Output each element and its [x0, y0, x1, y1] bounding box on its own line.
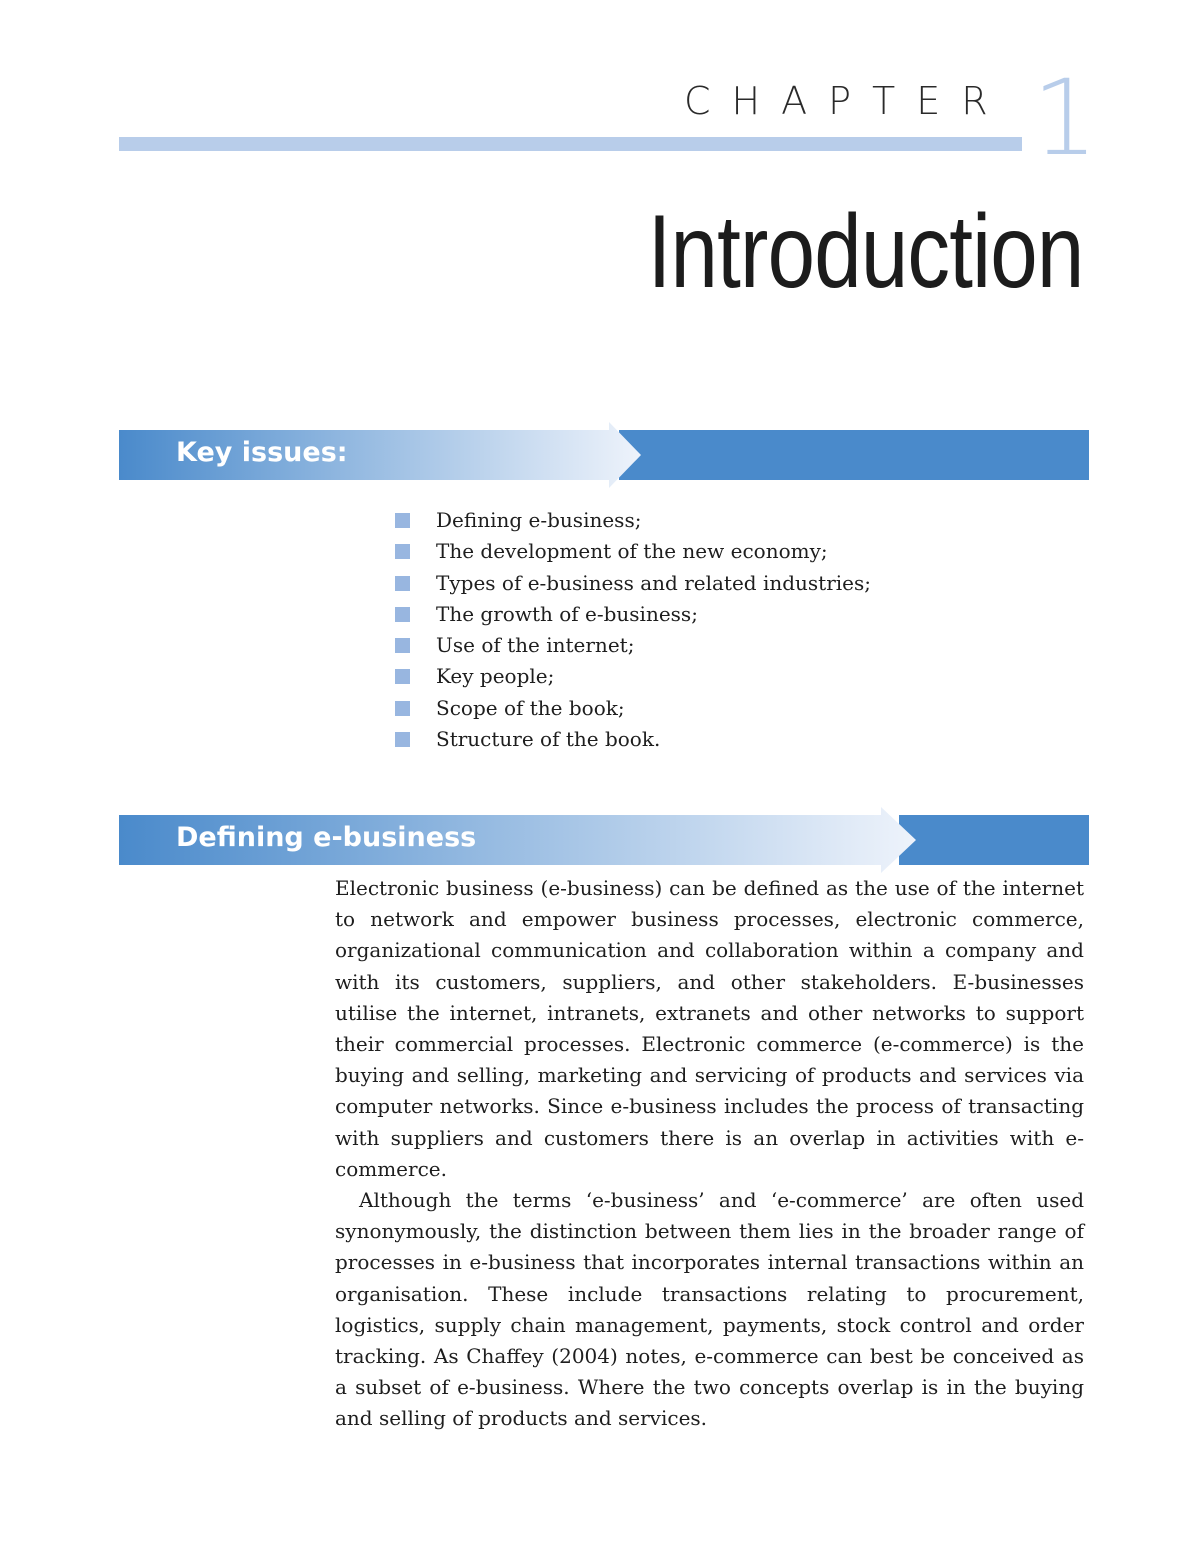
- key-issues-list: [393, 505, 871, 755]
- square-bullet-icon: [395, 513, 410, 528]
- list-item: Key people;: [393, 661, 871, 692]
- chapter-rule: [119, 137, 1022, 151]
- chapter-number: 1: [1032, 57, 1099, 179]
- chapter-title: Introduction: [647, 194, 1083, 310]
- square-bullet-icon: [395, 576, 410, 591]
- list-item: Defining e-business;: [393, 505, 871, 536]
- square-bullet-icon: [395, 607, 410, 622]
- list-item: The growth of e-business;: [393, 599, 871, 630]
- section-body: [335, 873, 1084, 1435]
- paragraph: Although the terms ‘e-business’ and ‘e-commerce’ are often used synonymously, the distinction between them lies in the broader range of processes in e-business that incorporates internal transactions within an organisation. These include transactions relating to procurement, logistics, supply chain management, payments, stock control and order tracking. As Chaffey (2004) notes, e-commerce can best be conceived as a subset of e-business. Where the two concepts overlap is in the buying and selling of products and services.: [335, 1188, 1084, 1431]
- square-bullet-icon: [395, 544, 410, 559]
- paragraph: Electronic business (e-business) can be defined as the use of the internet to network and empower business processes, electronic commerce, organizational communication and collaboration within a company and with its customers, suppliers, and other stakeholders. E-businesses utilise the internet, intranets, extranets and other networks to support their commercial processes. Electronic commerce (e-commerce) is the buying and selling, marketing and servicing of products and services via computer networks. Since e-business includes the process of transacting with suppliers and customers there is an overlap in activities with e-commerce.: [335, 876, 1084, 1181]
- section-banner: [119, 815, 1089, 865]
- section-heading: Defining e-business: [176, 822, 477, 853]
- square-bullet-icon: [395, 701, 410, 716]
- chapter-label: CHAPTER: [684, 79, 1009, 123]
- list-item: Use of the internet;: [393, 630, 871, 661]
- list-item: Scope of the book;: [393, 693, 871, 724]
- list-item: Structure of the book.: [393, 724, 871, 755]
- square-bullet-icon: [395, 669, 410, 684]
- key-issues-heading: Key issues:: [176, 437, 348, 468]
- list-item: Types of e-business and related industries;: [393, 568, 871, 599]
- square-bullet-icon: [395, 732, 410, 747]
- square-bullet-icon: [395, 638, 410, 653]
- list-item: The development of the new economy;: [393, 536, 871, 567]
- key-issues-banner: [119, 430, 1089, 480]
